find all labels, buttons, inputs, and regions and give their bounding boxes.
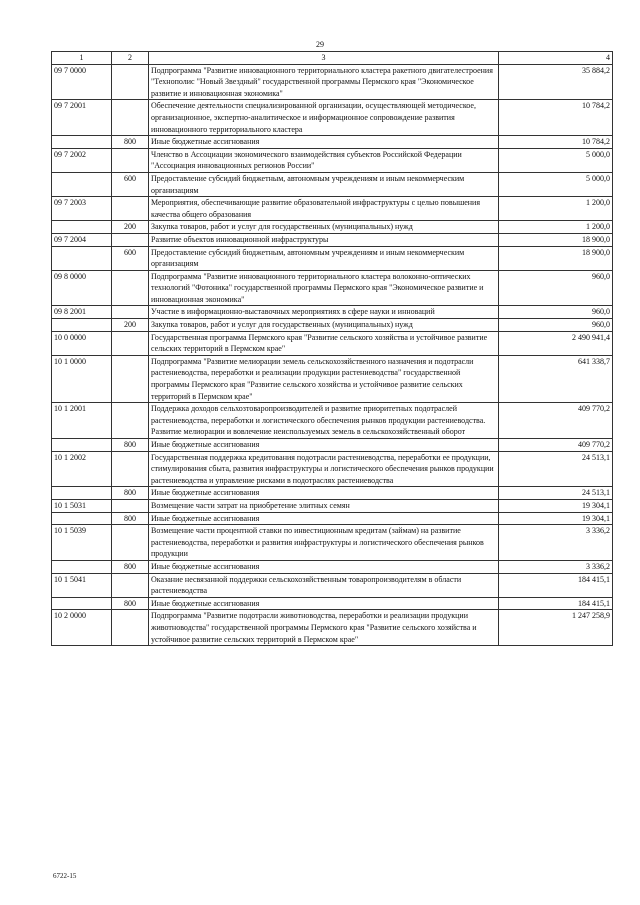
cell-description: Иные бюджетные ассигнования [149, 560, 499, 573]
cell-expense-type [112, 197, 149, 221]
cell-description: Закупка товаров, работ и услуг для государственных (муниципальных) нужд [149, 319, 499, 332]
cell-target-code [52, 172, 112, 196]
cell-expense-type [112, 270, 149, 306]
cell-amount: 184 415,1 [499, 597, 613, 610]
cell-expense-type [112, 525, 149, 561]
cell-amount: 5 000,0 [499, 172, 613, 196]
table-row [52, 136, 613, 149]
table-row [52, 560, 613, 573]
cell-amount: 24 513,1 [499, 487, 613, 500]
cell-amount: 409 770,2 [499, 403, 613, 439]
table-header-row [52, 52, 613, 65]
budget-table [51, 51, 613, 646]
cell-amount: 10 784,2 [499, 136, 613, 149]
cell-target-code: 10 2 0000 [52, 610, 112, 646]
cell-amount: 1 200,0 [499, 221, 613, 234]
table-row [52, 499, 613, 512]
column-header-2: 2 [112, 52, 149, 65]
cell-description: Государственная программа Пермского края "Развитие сельского хозяйства и устойчивое развитие сельских территорий в Пермском крае" [149, 331, 499, 355]
cell-target-code [52, 597, 112, 610]
cell-target-code: 09 7 2004 [52, 233, 112, 246]
footer-code: 6722-15 [53, 872, 77, 880]
cell-amount: 10 784,2 [499, 100, 613, 136]
cell-expense-type: 600 [112, 246, 149, 270]
cell-target-code: 09 7 2003 [52, 197, 112, 221]
cell-target-code: 10 0 0000 [52, 331, 112, 355]
cell-expense-type [112, 306, 149, 319]
cell-expense-type: 800 [112, 512, 149, 525]
cell-amount: 5 000,0 [499, 148, 613, 172]
cell-expense-type: 200 [112, 221, 149, 234]
cell-target-code [52, 560, 112, 573]
cell-target-code [52, 319, 112, 332]
table-row [52, 512, 613, 525]
table-row [52, 451, 613, 487]
cell-description: Предоставление субсидий бюджетным, автономным учреждениям и иным некоммерческим организациям [149, 172, 499, 196]
cell-expense-type: 600 [112, 172, 149, 196]
cell-description: Подпрограмма "Развитие подотрасли животноводства, переработки и реализации продукции животноводства" государственной программы Пермского края "Развитие сельского хозяйства и устойчивое развитие сельских территорий в Пермском крае" [149, 610, 499, 646]
cell-description: Участие в информационно-выставочных мероприятиях в сфере науки и инноваций [149, 306, 499, 319]
cell-expense-type [112, 403, 149, 439]
cell-expense-type: 200 [112, 319, 149, 332]
table-row [52, 221, 613, 234]
cell-target-code [52, 136, 112, 149]
table-row [52, 487, 613, 500]
cell-expense-type [112, 148, 149, 172]
cell-description: Возмещение части процентной ставки по инвестиционным кредитам (займам) на развитие растениеводства, переработки и развития инфраструктуры и логистического обеспечения рынков продукции [149, 525, 499, 561]
table-row [52, 525, 613, 561]
table-row [52, 597, 613, 610]
column-header-1: 1 [52, 52, 112, 65]
table-row [52, 573, 613, 597]
cell-description: Подпрограмма "Развитие инновационного территориального кластера ракетного двигателестроения "Технополис "Новый Звездный" государственной программы Пермского края "Экономическое развитие и инновационная экономика" [149, 64, 499, 100]
cell-description: Иные бюджетные ассигнования [149, 439, 499, 452]
cell-amount: 19 304,1 [499, 512, 613, 525]
cell-description: Закупка товаров, работ и услуг для государственных (муниципальных) нужд [149, 221, 499, 234]
cell-amount: 3 336,2 [499, 525, 613, 561]
table-row [52, 355, 613, 402]
cell-amount: 35 884,2 [499, 64, 613, 100]
cell-expense-type [112, 573, 149, 597]
table-row [52, 331, 613, 355]
cell-description: Развитие объектов инновационной инфраструктуры [149, 233, 499, 246]
cell-expense-type: 800 [112, 560, 149, 573]
cell-amount: 18 900,0 [499, 246, 613, 270]
cell-target-code [52, 439, 112, 452]
cell-target-code [52, 221, 112, 234]
cell-expense-type: 800 [112, 487, 149, 500]
cell-amount: 1 200,0 [499, 197, 613, 221]
cell-expense-type: 800 [112, 439, 149, 452]
table-row [52, 172, 613, 196]
table-row [52, 233, 613, 246]
cell-expense-type [112, 233, 149, 246]
table-row [52, 148, 613, 172]
cell-expense-type [112, 64, 149, 100]
table-row [52, 64, 613, 100]
table-row [52, 270, 613, 306]
table-row [52, 246, 613, 270]
cell-expense-type: 800 [112, 597, 149, 610]
cell-amount: 19 304,1 [499, 499, 613, 512]
table-row [52, 197, 613, 221]
cell-expense-type [112, 331, 149, 355]
cell-amount: 184 415,1 [499, 573, 613, 597]
table-row [52, 403, 613, 439]
table-row [52, 319, 613, 332]
cell-description: Членство в Ассоциации экономического взаимодействия субъектов Российской Федерации "Ассоциация инновационных регионов России" [149, 148, 499, 172]
cell-target-code: 10 1 5039 [52, 525, 112, 561]
cell-target-code: 10 1 5031 [52, 499, 112, 512]
table-row [52, 610, 613, 646]
cell-description: Подпрограмма "Развитие мелиорации земель сельскохозяйственного назначения и подотрасли растениеводства, переработки и реализации продукции растениеводства" государственной программы Пермского края "Развитие сельского хозяйства и устойчивое развитие сельских территорий в Пермском крае" [149, 355, 499, 402]
cell-amount: 24 513,1 [499, 451, 613, 487]
cell-target-code: 10 1 2002 [52, 451, 112, 487]
column-header-3: 3 [149, 52, 499, 65]
cell-expense-type [112, 355, 149, 402]
cell-description: Иные бюджетные ассигнования [149, 487, 499, 500]
cell-amount: 641 338,7 [499, 355, 613, 402]
cell-description: Обеспечение деятельности специализированной организации, осуществляющей методическое, организационное, экспертно-аналитическое и информационное сопровождение развития инновационного территориального кластера [149, 100, 499, 136]
cell-amount: 409 770,2 [499, 439, 613, 452]
cell-description: Возмещение части затрат на приобретение элитных семян [149, 499, 499, 512]
cell-target-code: 09 7 0000 [52, 64, 112, 100]
cell-target-code: 10 1 0000 [52, 355, 112, 402]
cell-target-code: 10 1 2001 [52, 403, 112, 439]
column-header-4: 4 [499, 52, 613, 65]
cell-amount: 960,0 [499, 319, 613, 332]
cell-expense-type: 800 [112, 136, 149, 149]
cell-description: Иные бюджетные ассигнования [149, 597, 499, 610]
cell-expense-type [112, 451, 149, 487]
cell-amount: 960,0 [499, 306, 613, 319]
cell-description: Государственная поддержка кредитования подотрасли растениеводства, переработки ее продукции, стимулирования сбыта, развития инфраструктуры и логистического обеспечения рынков продукции растениеводства и управление рисками в подотраслях растениеводства [149, 451, 499, 487]
cell-amount: 2 490 941,4 [499, 331, 613, 355]
table-row [52, 100, 613, 136]
cell-target-code [52, 512, 112, 525]
cell-amount: 3 336,2 [499, 560, 613, 573]
cell-amount: 18 900,0 [499, 233, 613, 246]
cell-description: Оказание несвязанной поддержки сельскохозяйственным товаропроизводителям в области растениеводства [149, 573, 499, 597]
cell-description: Иные бюджетные ассигнования [149, 512, 499, 525]
cell-expense-type [112, 499, 149, 512]
cell-description: Предоставление субсидий бюджетным, автономным учреждениям и иным некоммерческим организациям [149, 246, 499, 270]
cell-target-code: 09 8 2001 [52, 306, 112, 319]
cell-description: Мероприятия, обеспечивающие развитие образовательной инфраструктуры с целью повышения качества общего образования [149, 197, 499, 221]
cell-target-code: 10 1 5041 [52, 573, 112, 597]
table-row [52, 439, 613, 452]
cell-target-code: 09 7 2002 [52, 148, 112, 172]
cell-description: Поддержка доходов сельхозтоваропроизводителей и развитие приоритетных подотраслей растениеводства, переработки и логистического обеспечения рынков продукции растениеводства. Развитие мелиорации и вовлечение неиспользуемых земель в сельскохозяйственный оборот [149, 403, 499, 439]
page-number: 29 [316, 40, 324, 49]
table-row [52, 306, 613, 319]
cell-description: Подпрограмма "Развитие инновационного территориального кластера волоконно-оптических технологий "Фотоника" государственной программы Пермского края "Экономическое развитие и инновационная экономика" [149, 270, 499, 306]
cell-target-code [52, 487, 112, 500]
cell-target-code: 09 8 0000 [52, 270, 112, 306]
cell-target-code [52, 246, 112, 270]
cell-description: Иные бюджетные ассигнования [149, 136, 499, 149]
cell-amount: 1 247 258,9 [499, 610, 613, 646]
cell-target-code: 09 7 2001 [52, 100, 112, 136]
cell-expense-type [112, 610, 149, 646]
cell-amount: 960,0 [499, 270, 613, 306]
cell-expense-type [112, 100, 149, 136]
